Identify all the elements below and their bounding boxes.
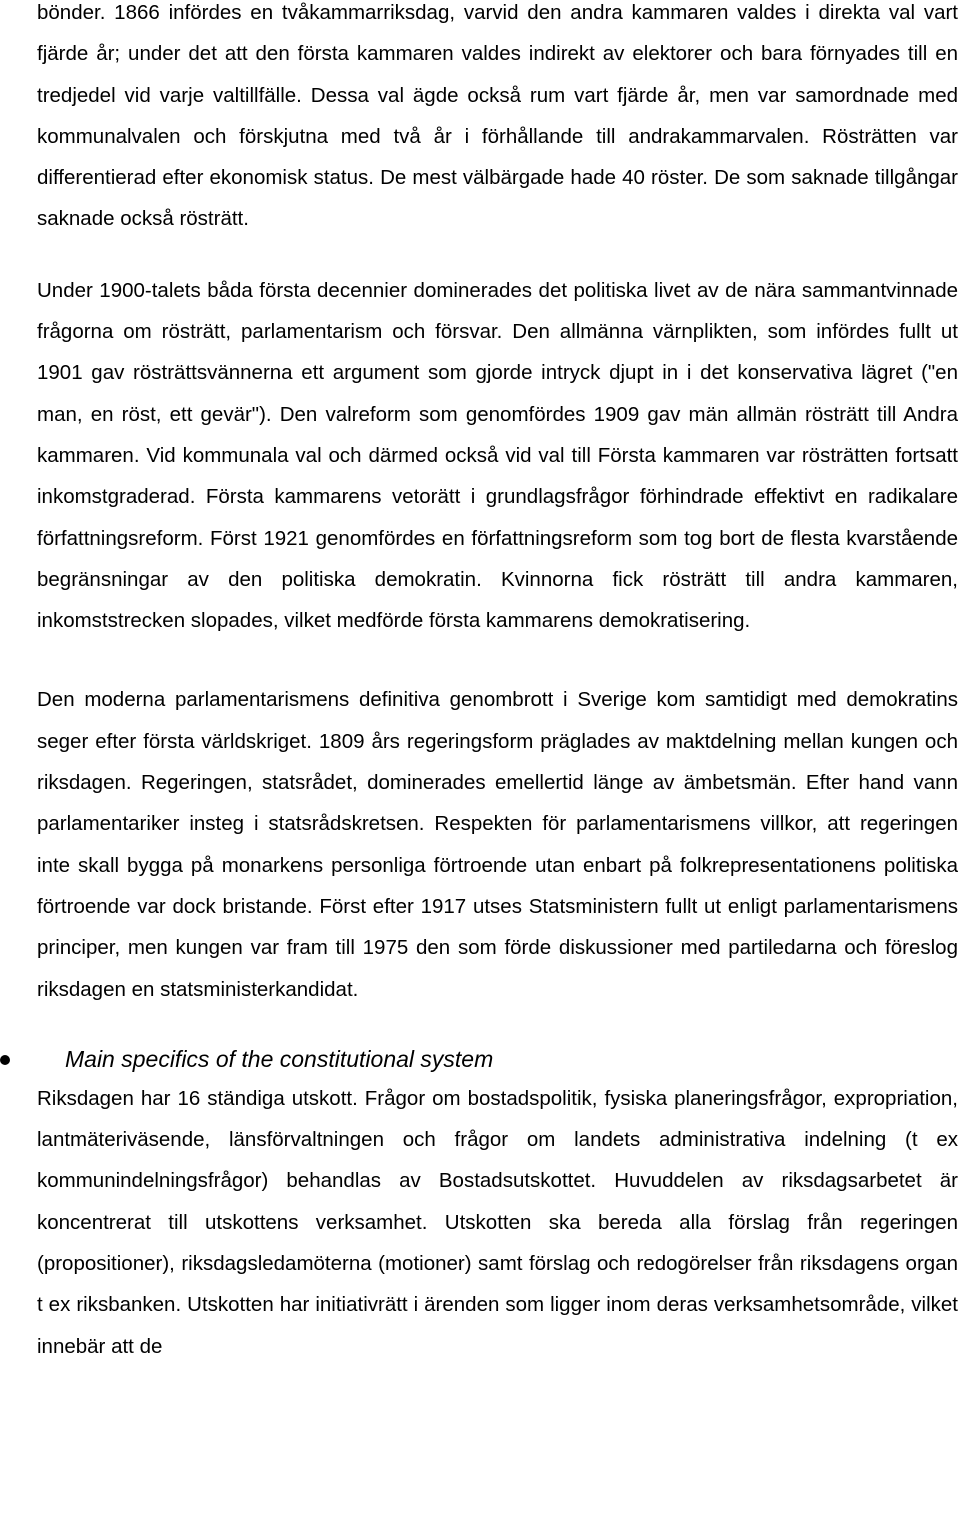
paragraph-voting-history: bönder. 1866 infördes en tvåkammarriksdag, varvid den andra kammaren valdes i direkta val vart fjärde år; under det att den första kammaren valdes indirekt av elektorer och bara förnyades till en tredjedel vid varje valtillfälle. Dessa val ägde också rum vart fjärde år, men var samordnade med kommunalvalen och förskjutna med två år i förhållande till andrakammarvalen. Rösträtten var differentierad efter ekonomisk status. De mest välbärgade hade 40 röster. De som saknade tillgångar saknade också rösträtt. xyxy=(37,1,958,231)
paragraph-suffrage-reform: Under 1900-talets båda första decennier dominerades det politiska livet av de nära sammantvinnade frågorna om rösträtt, parlamentarism och försvar. Den allmänna värnplikten, som infördes fullt ut 1901 gav rösträttsvännerna ett argument som gjorde intryck djupt in i det konservativa lägret ("en man, en röst, ett gevär"). Den valreform som genomfördes 1909 gav män allmän rösträtt till Andra kammaren. Vid kommunala val och därmed också vid val till Första kammaren var rösträtten fortsatt inkomstgraderad. Första kammarens vetorätt i grundlagsfrågor förhindrade effektivt en radikalare författningsreform. Först 1921 genomfördes en författningsreform som tog bort de flesta kvarstående begränsningar av den politiska demokratin. Kvinnorna fick rösträtt till andra kammaren, inkomststrecken slopades, vilket medförde första kammarens demokratisering. xyxy=(37,278,958,633)
section-heading: Main specifics of the constitutional system xyxy=(65,1045,494,1072)
paragraph-parliamentarism: Den moderna parlamentarismens definitiva genombrott i Sverige kom samtidigt med demokratins seger efter första världskriget. 1809 års regeringsform präglades av maktdelning mellan kungen och riksdagen. Regeringen, statsrådet, dominerades emellertid länge av ämbetsmän. Efter hand vann parlamentariker insteg i statsrådskretsen. Respekten för parlamentarismens villkor, att regeringen inte skall bygga på monarkens personliga förtroende utan enbart på folkrepresentationens politiska förtroende var dock bristande. Först efter 1917 utses Statsministern fullt ut enligt parlamentarismens principer, men kungen var fram till 1975 den som förde diskussioner med partiledarna och föreslog riksdagen en statsministerkandidat. xyxy=(37,688,958,1001)
section-heading-row xyxy=(37,1037,958,1081)
document-page xyxy=(37,0,958,1367)
bullet-icon xyxy=(0,1055,10,1065)
paragraph-committees: Riksdagen har 16 ständiga utskott. Frågor om bostadspolitik, fysiska planeringsfrågor, expropriation, lantmäteriväsende, länsförvaltningen och frågor om landets administrativa indelning (t ex kommunindelningsfrågor) behandlas av Bostadsutskottet. Huvuddelen av riksdagsarbetet är koncentrerat till utskottens verksamhet. Utskotten ska bereda alla förslag från regeringen (propositioner), riksdagsledamöterna (motioner) samt förslag och redogörelser från riksdagens organ t ex riksbanken. Utskotten har initiativrätt i ärenden som ligger inom deras verksamhetsområde, vilket innebär att de xyxy=(37,1086,958,1358)
